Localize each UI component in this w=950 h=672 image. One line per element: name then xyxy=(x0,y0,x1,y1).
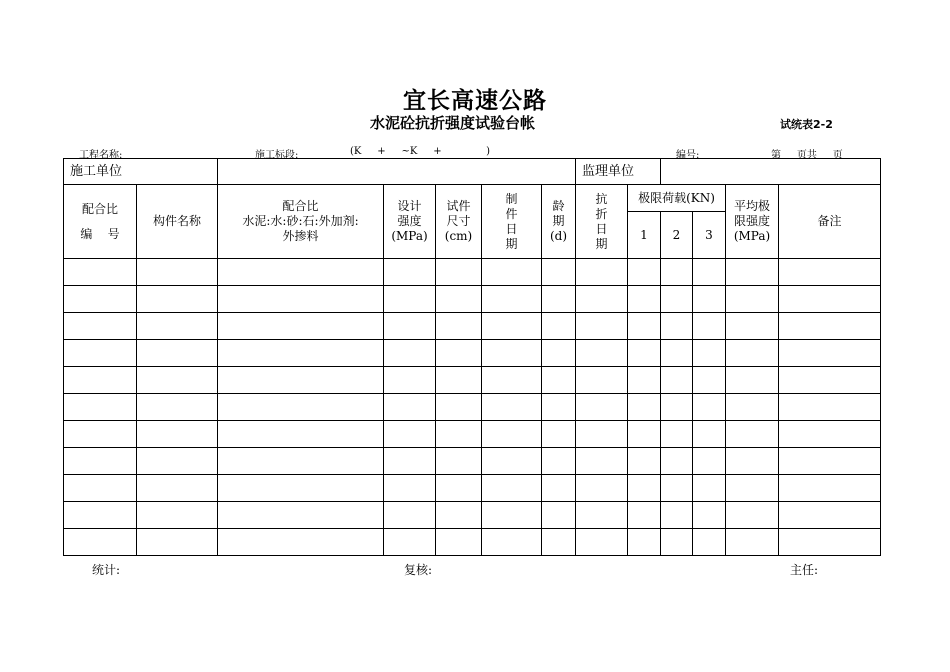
table-cell[interactable] xyxy=(436,448,482,475)
table-cell[interactable] xyxy=(384,286,436,313)
table-cell[interactable] xyxy=(628,502,661,529)
table-cell[interactable] xyxy=(661,286,693,313)
table-cell[interactable] xyxy=(576,529,628,556)
table-row xyxy=(64,286,881,313)
table-cell[interactable] xyxy=(779,367,881,394)
table-cell[interactable] xyxy=(64,475,137,502)
table-cell[interactable] xyxy=(542,313,576,340)
table-cell[interactable] xyxy=(542,340,576,367)
table-cell[interactable] xyxy=(64,394,137,421)
table-cell[interactable] xyxy=(576,367,628,394)
table-cell[interactable] xyxy=(661,502,693,529)
table-cell[interactable] xyxy=(576,286,628,313)
table-cell[interactable] xyxy=(436,421,482,448)
table-cell[interactable] xyxy=(693,340,726,367)
table-cell[interactable] xyxy=(628,394,661,421)
header-load-2: 2 xyxy=(661,212,693,259)
header-ultimate-load: 极限荷载(KN) xyxy=(628,185,726,212)
table-cell[interactable] xyxy=(64,448,137,475)
table-cell[interactable] xyxy=(482,529,542,556)
table-cell[interactable] xyxy=(436,475,482,502)
header-design-strength: 设计 强度 (MPa) xyxy=(384,185,436,259)
supervision-unit-value[interactable] xyxy=(661,159,881,185)
table-cell[interactable] xyxy=(137,475,218,502)
header-load-1: 1 xyxy=(628,212,661,259)
project-name-label: 工程名称: xyxy=(79,150,123,161)
table-cell[interactable] xyxy=(64,340,137,367)
table-row xyxy=(64,394,881,421)
table-row xyxy=(64,421,881,448)
table-cell[interactable] xyxy=(693,394,726,421)
table-cell[interactable] xyxy=(137,340,218,367)
table-cell[interactable] xyxy=(628,286,661,313)
form-number: 试统表2-2 xyxy=(780,118,833,131)
header-component-name: 构件名称 xyxy=(137,185,218,259)
table-cell[interactable] xyxy=(384,475,436,502)
table-cell[interactable] xyxy=(576,340,628,367)
table-cell[interactable] xyxy=(64,529,137,556)
header-make-date: 制 件 日 期 xyxy=(482,185,542,259)
header-load-3: 3 xyxy=(693,212,726,259)
table-cell[interactable] xyxy=(218,286,384,313)
table-cell[interactable] xyxy=(693,286,726,313)
table-cell[interactable] xyxy=(661,259,693,286)
table-cell[interactable] xyxy=(137,529,218,556)
table-cell[interactable] xyxy=(384,502,436,529)
code-label: 编号: xyxy=(676,150,700,161)
table-cell[interactable] xyxy=(726,475,779,502)
table-cell[interactable] xyxy=(436,529,482,556)
table-cell[interactable] xyxy=(384,367,436,394)
table-cell[interactable] xyxy=(384,448,436,475)
table-cell[interactable] xyxy=(137,448,218,475)
table-cell[interactable] xyxy=(628,475,661,502)
table-cell[interactable] xyxy=(726,367,779,394)
table-cell[interactable] xyxy=(628,259,661,286)
table-cell[interactable] xyxy=(628,448,661,475)
table-cell[interactable] xyxy=(542,475,576,502)
construction-unit-label: 施工单位 xyxy=(64,159,218,185)
table-cell[interactable] xyxy=(576,421,628,448)
table-cell[interactable] xyxy=(384,259,436,286)
table-cell[interactable] xyxy=(779,475,881,502)
table-cell[interactable] xyxy=(542,421,576,448)
table-cell[interactable] xyxy=(137,313,218,340)
table-cell[interactable] xyxy=(576,502,628,529)
table-row xyxy=(64,502,881,529)
table-cell[interactable] xyxy=(482,313,542,340)
table-cell[interactable] xyxy=(436,259,482,286)
table-cell[interactable] xyxy=(693,421,726,448)
table-cell[interactable] xyxy=(436,313,482,340)
table-cell[interactable] xyxy=(661,367,693,394)
table-cell[interactable] xyxy=(779,421,881,448)
table-cell[interactable] xyxy=(726,394,779,421)
supervision-unit-label: 监理单位 xyxy=(576,159,661,185)
table-cell[interactable] xyxy=(542,286,576,313)
table-cell[interactable] xyxy=(218,367,384,394)
table-cell[interactable] xyxy=(726,448,779,475)
table-cell[interactable] xyxy=(779,340,881,367)
table-cell[interactable] xyxy=(384,340,436,367)
table-cell[interactable] xyxy=(64,367,137,394)
table-cell[interactable] xyxy=(542,529,576,556)
table-cell[interactable] xyxy=(542,394,576,421)
table-cell[interactable] xyxy=(693,502,726,529)
table-row xyxy=(64,529,881,556)
table-cell[interactable] xyxy=(661,529,693,556)
table-cell[interactable] xyxy=(436,367,482,394)
table-cell[interactable] xyxy=(726,529,779,556)
table-cell[interactable] xyxy=(661,340,693,367)
table-cell[interactable] xyxy=(628,340,661,367)
table-cell[interactable] xyxy=(779,286,881,313)
table-cell[interactable] xyxy=(661,313,693,340)
table-cell[interactable] xyxy=(693,529,726,556)
table-cell[interactable] xyxy=(218,529,384,556)
table-cell[interactable] xyxy=(726,421,779,448)
table-row xyxy=(64,340,881,367)
table-cell[interactable] xyxy=(576,394,628,421)
document-subtitle: 水泥砼抗折强度试验台帐 xyxy=(370,114,536,132)
table-cell[interactable] xyxy=(628,421,661,448)
table-cell[interactable] xyxy=(628,313,661,340)
table-cell[interactable] xyxy=(628,529,661,556)
table-cell[interactable] xyxy=(137,367,218,394)
table-cell[interactable] xyxy=(218,448,384,475)
table-cell[interactable] xyxy=(482,502,542,529)
document-title: 宜长高速公路 xyxy=(403,88,547,114)
table-row xyxy=(64,313,881,340)
table-cell[interactable] xyxy=(482,286,542,313)
header-avg-strength: 平均极 限强度 (MPa) xyxy=(726,185,779,259)
table-cell[interactable] xyxy=(64,313,137,340)
table-cell[interactable] xyxy=(542,448,576,475)
table-cell[interactable] xyxy=(726,286,779,313)
table-cell[interactable] xyxy=(779,529,881,556)
table-cell[interactable] xyxy=(779,313,881,340)
header-remarks: 备注 xyxy=(779,185,881,259)
table-cell[interactable] xyxy=(576,448,628,475)
table-cell[interactable] xyxy=(436,286,482,313)
table-cell[interactable] xyxy=(726,313,779,340)
table-cell[interactable] xyxy=(137,286,218,313)
table-cell[interactable] xyxy=(64,286,137,313)
header-row-1 xyxy=(64,185,881,212)
unit-row xyxy=(64,159,881,185)
table-cell[interactable] xyxy=(542,367,576,394)
table-cell[interactable] xyxy=(661,448,693,475)
footer-review: 复核: xyxy=(404,563,433,577)
table-cell[interactable] xyxy=(482,448,542,475)
table-cell[interactable] xyxy=(726,502,779,529)
table-cell[interactable] xyxy=(218,394,384,421)
table-cell[interactable] xyxy=(64,502,137,529)
table-cell[interactable] xyxy=(693,259,726,286)
table-cell[interactable] xyxy=(482,421,542,448)
table-row xyxy=(64,475,881,502)
table-cell[interactable] xyxy=(436,502,482,529)
table-cell[interactable] xyxy=(628,367,661,394)
table-cell[interactable] xyxy=(576,475,628,502)
header-mix-ratio: 配合比 水泥:水:砂:石:外加剂: 外掺料 xyxy=(218,185,384,259)
table-row xyxy=(64,448,881,475)
table-cell[interactable] xyxy=(482,340,542,367)
table-cell[interactable] xyxy=(384,313,436,340)
table-cell[interactable] xyxy=(726,340,779,367)
table-cell[interactable] xyxy=(482,394,542,421)
table-cell[interactable] xyxy=(482,475,542,502)
table-row xyxy=(64,259,881,286)
table-cell[interactable] xyxy=(482,367,542,394)
table-cell[interactable] xyxy=(542,502,576,529)
table-cell[interactable] xyxy=(693,313,726,340)
table-cell[interactable] xyxy=(779,259,881,286)
construction-unit-value[interactable] xyxy=(218,159,576,185)
table-cell[interactable] xyxy=(384,421,436,448)
table-cell[interactable] xyxy=(218,340,384,367)
stake-range: (K + ~K + ) xyxy=(350,146,491,157)
table-cell[interactable] xyxy=(576,313,628,340)
header-flex-date: 抗 折 日 期 xyxy=(576,185,628,259)
table-cell[interactable] xyxy=(218,421,384,448)
table-cell[interactable] xyxy=(693,448,726,475)
table-cell[interactable] xyxy=(693,367,726,394)
section-label: 施工标段: xyxy=(255,150,299,161)
table-cell[interactable] xyxy=(218,313,384,340)
table-cell[interactable] xyxy=(693,475,726,502)
table-cell[interactable] xyxy=(576,259,628,286)
footer-statistics: 统计: xyxy=(92,563,121,577)
table-cell[interactable] xyxy=(661,394,693,421)
table-cell[interactable] xyxy=(64,421,137,448)
header-age: 龄 期 (d) xyxy=(542,185,576,259)
table-cell[interactable] xyxy=(137,421,218,448)
table-cell[interactable] xyxy=(64,259,137,286)
table-cell[interactable] xyxy=(436,394,482,421)
table-cell[interactable] xyxy=(218,475,384,502)
table-cell[interactable] xyxy=(137,394,218,421)
table-cell[interactable] xyxy=(137,502,218,529)
footer-supervisor: 主任: xyxy=(790,563,819,577)
table-cell[interactable] xyxy=(726,259,779,286)
table-cell[interactable] xyxy=(384,394,436,421)
table-cell[interactable] xyxy=(661,421,693,448)
flexural-strength-ledger-table xyxy=(63,158,881,556)
table-cell[interactable] xyxy=(779,502,881,529)
table-cell[interactable] xyxy=(218,502,384,529)
table-cell[interactable] xyxy=(661,475,693,502)
header-specimen-size: 试件 尺寸 (cm) xyxy=(436,185,482,259)
table-cell[interactable] xyxy=(542,259,576,286)
table-cell[interactable] xyxy=(137,259,218,286)
table-cell[interactable] xyxy=(779,394,881,421)
table-cell[interactable] xyxy=(436,340,482,367)
page-indicator: 第 页共 页 xyxy=(771,150,843,161)
header-mix-no: 配合比 编 号 xyxy=(64,185,137,259)
table-cell[interactable] xyxy=(384,529,436,556)
table-cell[interactable] xyxy=(218,259,384,286)
table-cell[interactable] xyxy=(482,259,542,286)
table-row xyxy=(64,367,881,394)
table-cell[interactable] xyxy=(779,448,881,475)
